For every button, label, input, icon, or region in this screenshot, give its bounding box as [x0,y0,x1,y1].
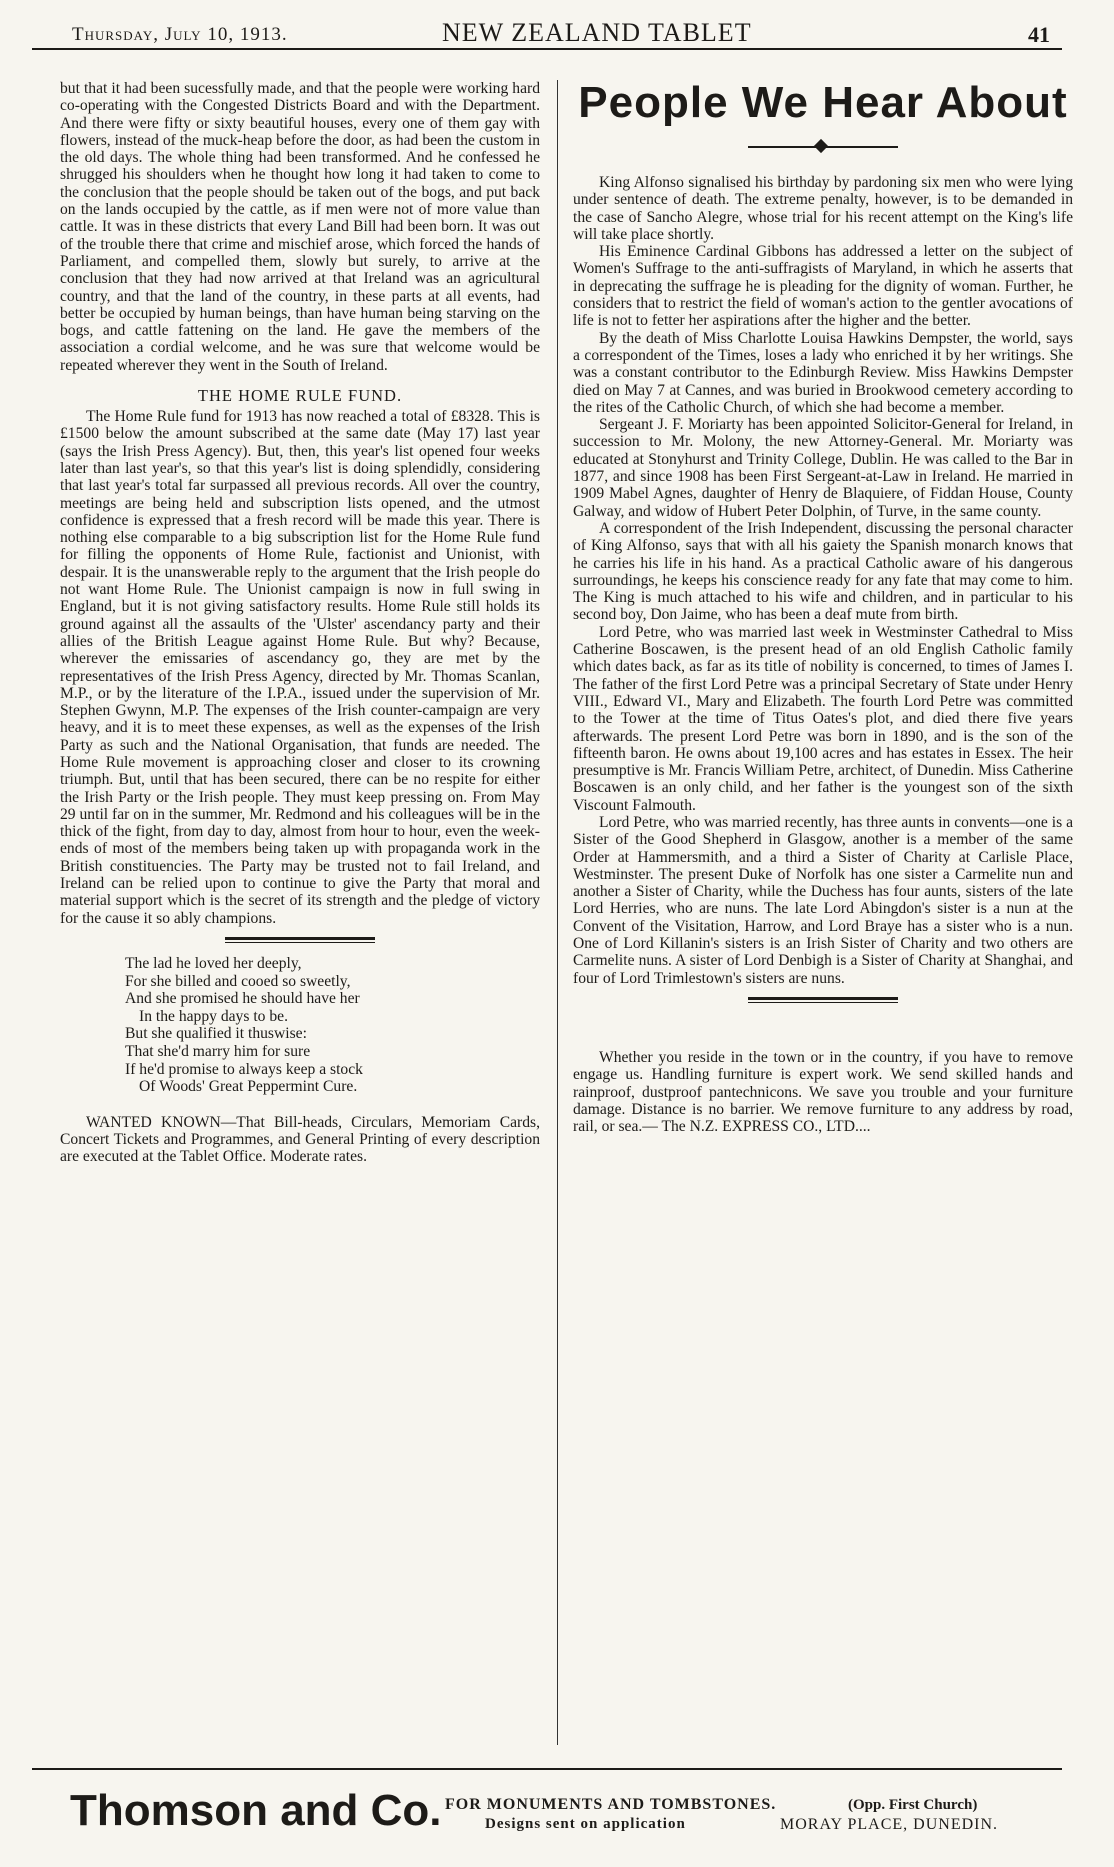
page-number: 41 [1028,22,1050,47]
verse-line: Of Woods' Great Peppermint Cure. [139,1078,358,1096]
news-item: By the death of Miss Charlotte Louisa Hawkins Dempster, the world, says a correspondent of the Times, loses a lady who enriched it by her writings. She was a constant contributor to the Edinburgh Review. Miss Hawkins Dempster died on May 7 at Cannes, and was buried in Brookwood cemetery according to the rites of the Catholic Church, of which she had become a member. [573,329,1073,416]
section-heading: THE HOME RULE FUND. [197,386,403,406]
verse-line: And she promised he should have her [125,990,360,1008]
article-paragraph: The Home Rule fund for 1913 has now reached a total of £8328. This is £1500 below the amount subscribed at the same date (May 17) last year (says the Irish Press Agency). But, then, this year's list opened four weeks later than last year's, so that this year's list is doing splendidly, considering that last year's total far surpassed all previous records. All over the country, meetings are being held and subscription lists opened, and the utmost confidence is expressed that a fresh record will be made this year. There is nothing else comparable to a big subscription list for the Home Rule fund for filling the opponents of Home Rule, factionist and Unionist, with despair. It is the unanswerable reply to the argument that the Irish people do not want Home Rule. The Unionist campaign is now in full swing in England, but it is not giving satisfactory results. Home Rule still holds its ground against all the assaults of the 'Ulster' ascendancy party and their allies of the British League against Home Rule. But why? Because, wherever the emissaries of ascendancy go, they are met by the representatives of the Irish Press Agency, directed by Mr. Thomas Scanlan, M.P., or by the literature of the I.P.A., issued under the supervision of Mr. Stephen Gwynn, M.P. The expenses of the Irish counter-campaign are very heavy, and it is to meet these expenses, as well as the expenses of the Irish Party as such and the National Organisation, that funds are needed. The Home Rule movement is approaching closer and closer to its crowning triumph. But, until that has been secured, there can be no respite for either the Irish Party or the Irish people. They must keep pressing on. From May 29 until far on in the summer, Mr. Redmond and his colleagues will be in the thick of the fight, from day to day, almost from hour to hour, even the week-ends of most of the members being taken up with propaganda work in the British constituencies. The Party may be trusted not to fail Ireland, and Ireland can be relied upon to continue to give the Party that moral and material support which is the secret of its strength and the pledge of victory for the cause it so ably champions. [60,408,540,927]
news-item: His Eminence Cardinal Gibbons has addressed a letter on the subject of Women's Suffrage to the anti-suffragists of Maryland, in which he asserts that in deprecating the suffrage he is pleading for the dignity of woman. Further, he considers that to restrict the field of woman's action to the gentler avocations of life is not to fetter her aspirations after the higher and the better. [573,243,1073,330]
advertiser-name: Thomson and Co. [70,1786,442,1835]
masthead-title: NEW ZEALAND TABLET [442,18,752,47]
news-item: Lord Petre, who was married last week in Westminster Cathedral to Miss Catherine Boscawen, is the present head of an old English Catholic family which dates back, as far as its title of nobility is concerned, to times of James I. The father of the first Lord Petre was a principal Secretary of State under Henry VIII., Edward VI., Mary and Elizabeth. The fourth Lord Petre was committed to the Tower at the time of Titus Oates's plot, and died there five years afterwards. The present Lord Petre was born in 1890, and is the son of the fifteenth baron. He owns about 19,100 acres and has estates in Essex. The heir presumptive is Mr. Francis William Petre, architect, of Dunedin. Miss Catherine Boscawen is an only child, and her father is the youngest son of the sixth Viscount Falmouth. [573,623,1073,814]
verse-line: If he'd promise to always keep a stock [125,1060,363,1078]
left-column [60,80,540,1166]
footer-rule [32,1768,1062,1770]
page-header [32,18,1062,50]
advertiser-address: MORAY PLACE, DUNEDIN. [780,1816,999,1833]
verse-line: For she billed and cooed so sweetly, [125,972,351,990]
news-item: Sergeant J. F. Moriarty has been appointed Solicitor-General for Ireland, in succession to Mr. Molony, the new Attorney-General. Mr. Moriarty was educated at Stonyhurst and Trinity College, Dublin. He was called to the Bar in 1877, and since 1908 has been First Sergeant-at-Law in Ireland. He married in 1909 Mabel Agnes, daughter of Henry de Blaquiere, of Fiddan House, County Galway, and widow of Hubert Peter Dolphin, of Turve, in the same county. [573,416,1073,520]
article-paragraph: but that it had been sucessfully made, and that the people were working hard co-operating with the Congested Districts Board and with the Department. And there were fifty or sixty beautiful houses, every one of them gay with flowers, instead of the muck-heap before the door, as had been the custom in the old days. The whole thing had been transformed. And he confessed he shrugged his shoulders when he thought how long it had taken to come to the conclusion that the people should be taken out of the bogs, and put back on the lands occupied by the cattle, as if men were not of more value than cattle. It was in these districts that every Land Bill had been born. It was out of the trouble there that crime and mischief arose, which forced the hands of Parliament, and compelled them, slowly but surely, to arrive at the conclusion that they had now arrived at that Ireland was an agricultural country, and that the land of the country, in these parts at all events, had better be occupied by human beings, than have human being starving on the bogs, and cattle fattening on the land. He gave the members of the association a cordial welcome, and he was sure that welcome would be repeated wherever they went in the South of Ireland. [60,80,540,374]
verse-line: The lad he loved her deeply, [125,954,302,972]
column-title: People We Hear About [578,78,1068,127]
verse-line: But she qualified it thuswise: [125,1025,307,1043]
section-separator [225,937,375,943]
news-item: Lord Petre, who was married recently, has three aunts in convents—one is a Sister of the Good Shepherd in Glasgow, another is a member of the same Order at Hammersmith, and a third a Sister of Charity at Carlisle Place, Westminster. The present Duke of Norfolk has one sister a Carmelite nun and another a Sister of Charity, while the Duchess has four aunts, sisters of the late Lord Herries, who are nuns. The late Lord Abingdon's sister is a nun at the Convent of the Visitation, Harrow, and Lord Braye has a sister who is a nun. One of Lord Killanin's sisters is an Irish Sister of Charity and two others are Carmelite nuns. A sister of Lord Denbigh is a Sister of Charity at Shanghai, and four of Lord Trimlestown's sisters are nuns. [573,813,1073,987]
advertiser-location-note: (Opp. First Church) [848,1797,978,1813]
news-item: King Alfonso signalised his birthday by pardoning six men who were lying under sentence of death. The extreme penalty, however, is to be demanded in the case of Sancho Alegre, whose trial for his recent attempt on the King's life will take place shortly. [573,174,1073,243]
verse-line: That she'd marry him for sure [125,1042,311,1060]
right-column [573,78,1073,1135]
news-item: A correspondent of the Irish Independent, discussing the personal character of King Alfonso, says that with all his gaiety the Spanish monarch knows that he carries his life in his hand. As a practical Catholic aware of his dangerous surroundings, he keeps his conscience ready for any fate that may come to him. The King is much attached to his wife and children, and in particular to his second boy, Don Jaime, who has been a deaf mute from birth. [573,519,1073,624]
advertiser-designs: Designs sent on application [485,1816,686,1832]
verse-block [125,955,540,1096]
title-ornament [573,138,1073,156]
column-divider [557,80,558,1745]
wanted-notice: WANTED KNOWN—That Bill-heads, Circulars, Memoriam Cards, Concert Tickets and Programmes, and General Printing of every description are executed at the Tablet Office. Moderate rates. [60,1113,540,1166]
issue-date: Thursday, July 10, 1913. [72,24,288,45]
section-separator [748,997,898,1003]
verse-line: In the happy days to be. [139,1007,288,1025]
advertiser-tagline: FOR MONUMENTS AND TOMBSTONES. [445,1796,777,1813]
express-advertisement: Whether you reside in the town or in the country, if you have to remove engage us. Handling furniture is expert work. We send skilled hands and rainproof, dustproof pantechnicons. We save you trouble and your furniture damage. Distance is no barrier. We remove furniture to any address by road, rail, or sea.— The N.Z. EXPRESS CO., LTD.... [573,1048,1073,1136]
